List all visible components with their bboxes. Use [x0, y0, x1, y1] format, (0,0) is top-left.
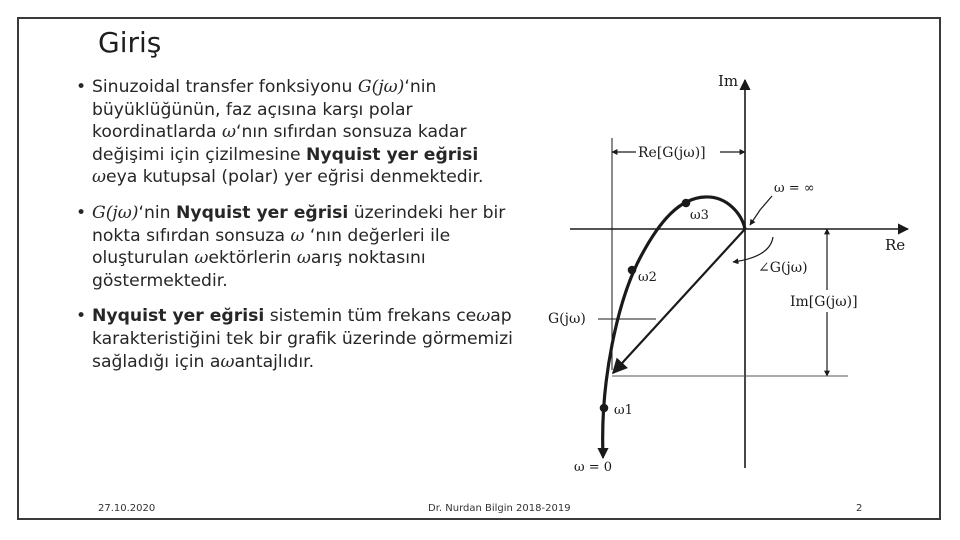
bullet-text: ‘nın sıfırdan sonsuza kadar değişimi için çizilmesine	[92, 122, 467, 165]
im-part-label: Im[G(jω)]	[790, 294, 858, 310]
math-expression: ω	[92, 167, 107, 188]
omega-inf-label: ω = ∞	[774, 181, 815, 196]
math-expression: ω	[296, 248, 311, 269]
footer-author: Dr. Nurdan Bilgin 2018-2019	[428, 503, 571, 514]
math-expression: ω	[290, 225, 305, 246]
bullet-text: ‘nın değerleri ile oluşturulan	[92, 225, 451, 269]
re-part-label: Re[G(jω)]	[638, 145, 706, 161]
bullet-text: arış noktasını göstermektedir.	[92, 248, 426, 291]
omega-2-point	[628, 266, 637, 275]
bold-term: Nyquist yer eğrisi	[306, 144, 479, 165]
bullet-text: sistemin tüm frekans ce	[264, 306, 477, 327]
bold-term: Nyquist yer eğrisi	[176, 202, 349, 223]
omega-1-point	[600, 404, 609, 413]
math-expression: ω	[194, 248, 209, 269]
math-expression: G(jω)	[357, 77, 405, 97]
bullet-text: ap karakteristiğini tek bir grafik üzerinde görmemizi sağladığı için a	[92, 306, 513, 372]
bullet-dot: •	[76, 77, 87, 97]
omega-inf-pointer	[750, 196, 772, 225]
bullet-text: Sinuzoidal transfer fonksiyonu	[92, 77, 358, 97]
math-expression: ω	[220, 351, 235, 372]
g-vector-label: G(jω)	[548, 311, 586, 327]
omega-3-point	[682, 199, 691, 208]
angle-arc	[733, 237, 773, 262]
bullet-text: ‘nin büyüklüğünün, faz açısına karşı polar koordinatlarda	[92, 77, 437, 143]
bullet-dot: •	[76, 306, 87, 327]
bullet-text: antajlıdır.	[234, 351, 315, 372]
omega-1-label: ω1	[614, 403, 633, 418]
slide-title: Giriş	[98, 26, 162, 59]
bullet-text: ektörlerin	[208, 248, 297, 269]
g-vector	[613, 229, 745, 373]
math-expression: ω	[476, 306, 491, 327]
omega-zero-label: ω = 0	[574, 460, 613, 475]
re-axis-label: Re	[885, 236, 906, 254]
bullet-dot: •	[76, 202, 87, 223]
bullet-text: eya kutupsal (polar) yer eğrisi denmektedir.	[106, 167, 484, 188]
footer-date: 27.10.2020	[98, 503, 156, 514]
omega-3-label: ω3	[690, 208, 709, 223]
footer-page-number: 2	[856, 503, 863, 514]
angle-label: ∠G(jω)	[758, 260, 808, 276]
bullet-text: üzerindeki her bir nokta sıfırdan sonsuza	[92, 202, 506, 246]
omega-2-label: ω2	[638, 270, 657, 285]
im-axis-label: Im	[718, 72, 739, 90]
bold-term: Nyquist yer eğrisi	[92, 306, 265, 327]
math-expression: ω	[221, 122, 236, 143]
bullet-text: ‘nin	[138, 202, 176, 223]
math-expression: G(jω)	[92, 202, 139, 223]
